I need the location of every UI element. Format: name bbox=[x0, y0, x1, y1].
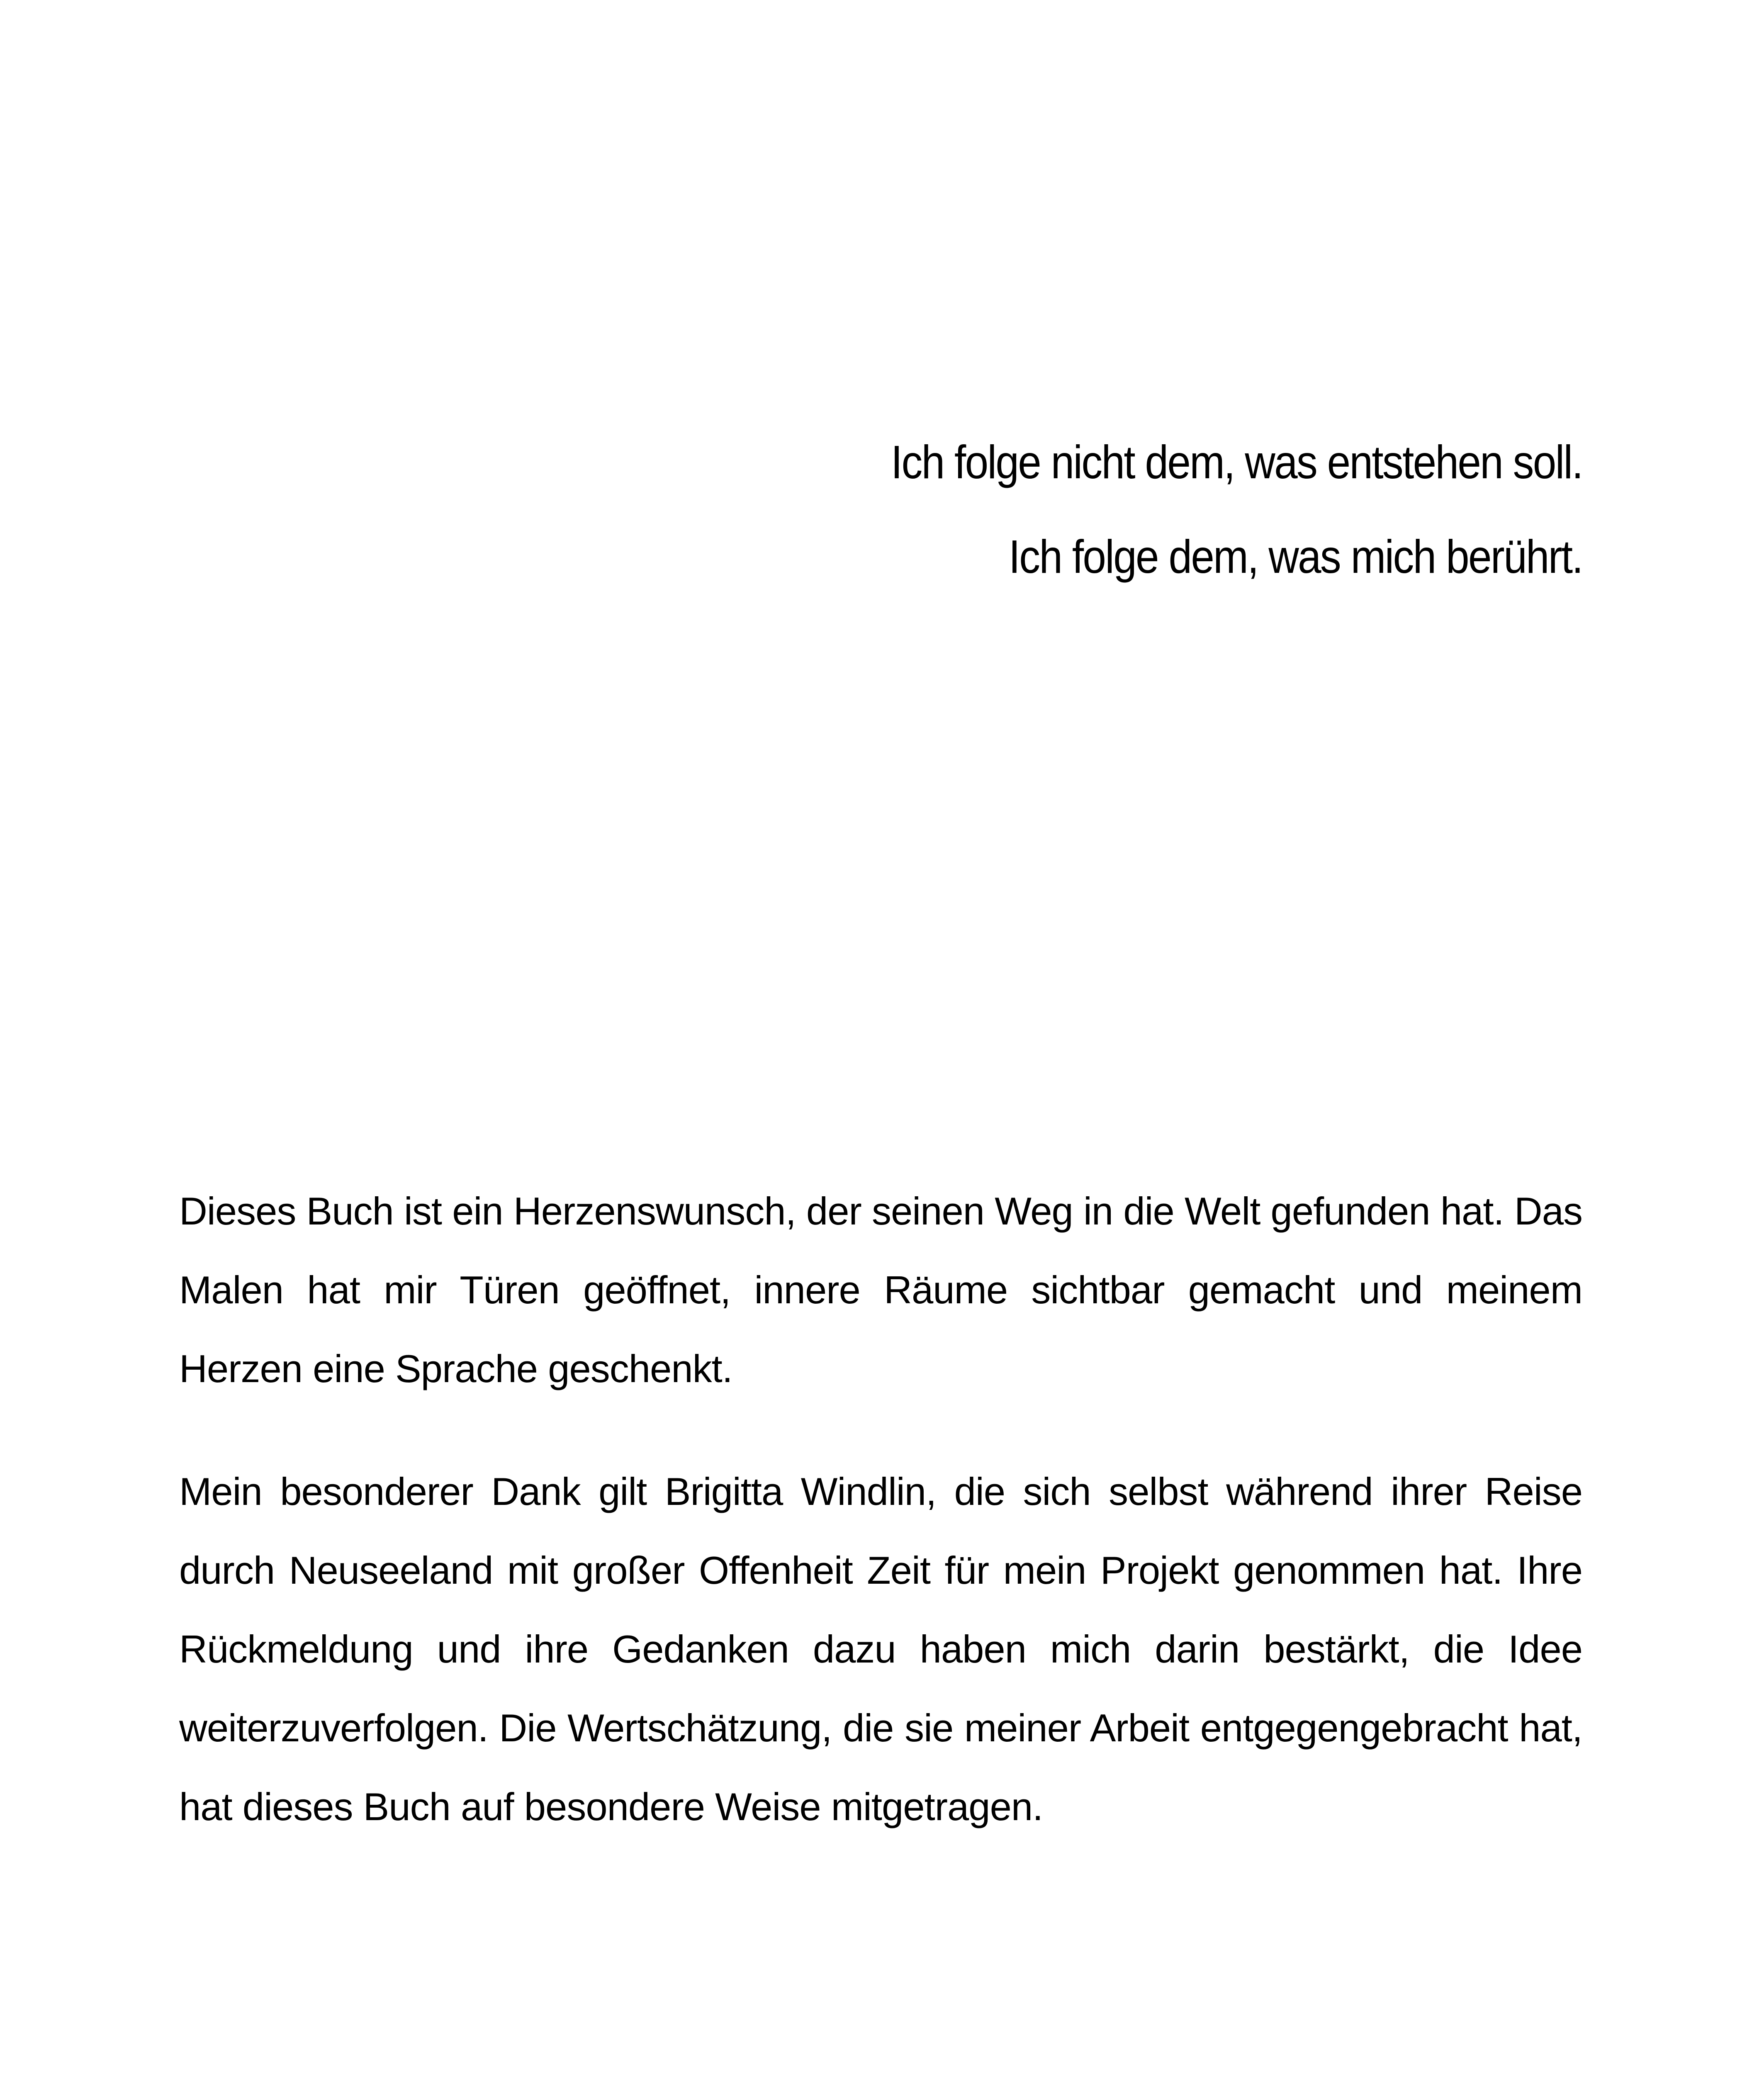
epigraph-line-1: Ich folge nicht dem, was entstehen soll. bbox=[891, 436, 1582, 488]
paragraph-acknowledgement: Mein besonderer Dank gilt Brigitta Windlin, die sich selbst während ihrer Reise durch Neuseeland mit großer Offenheit Zeit für mein Projekt genommen hat. Ihre Rückmeldung und ihre Gedanken dazu haben mich darin bestärkt, die Idee weiterzuverfolgen. Die Wertschätzung, die sie meiner Arbeit entgegengebracht hat, hat dieses Buch auf besondere Weise mitgetragen. bbox=[179, 1470, 1582, 1828]
epigraph-line-2: Ich folge dem, was mich berührt. bbox=[1008, 531, 1582, 583]
paragraph-intro: Dieses Buch ist ein Herzenswunsch, der seinen Weg in die Welt gefunden hat. Das Malen hat mir Türen geöffnet, innere Räume sichtbar gemacht und meinem Herzen eine Sprache geschenkt. bbox=[179, 1189, 1582, 1390]
epigraph bbox=[793, 415, 1583, 604]
dedication-text bbox=[179, 1172, 1582, 1846]
